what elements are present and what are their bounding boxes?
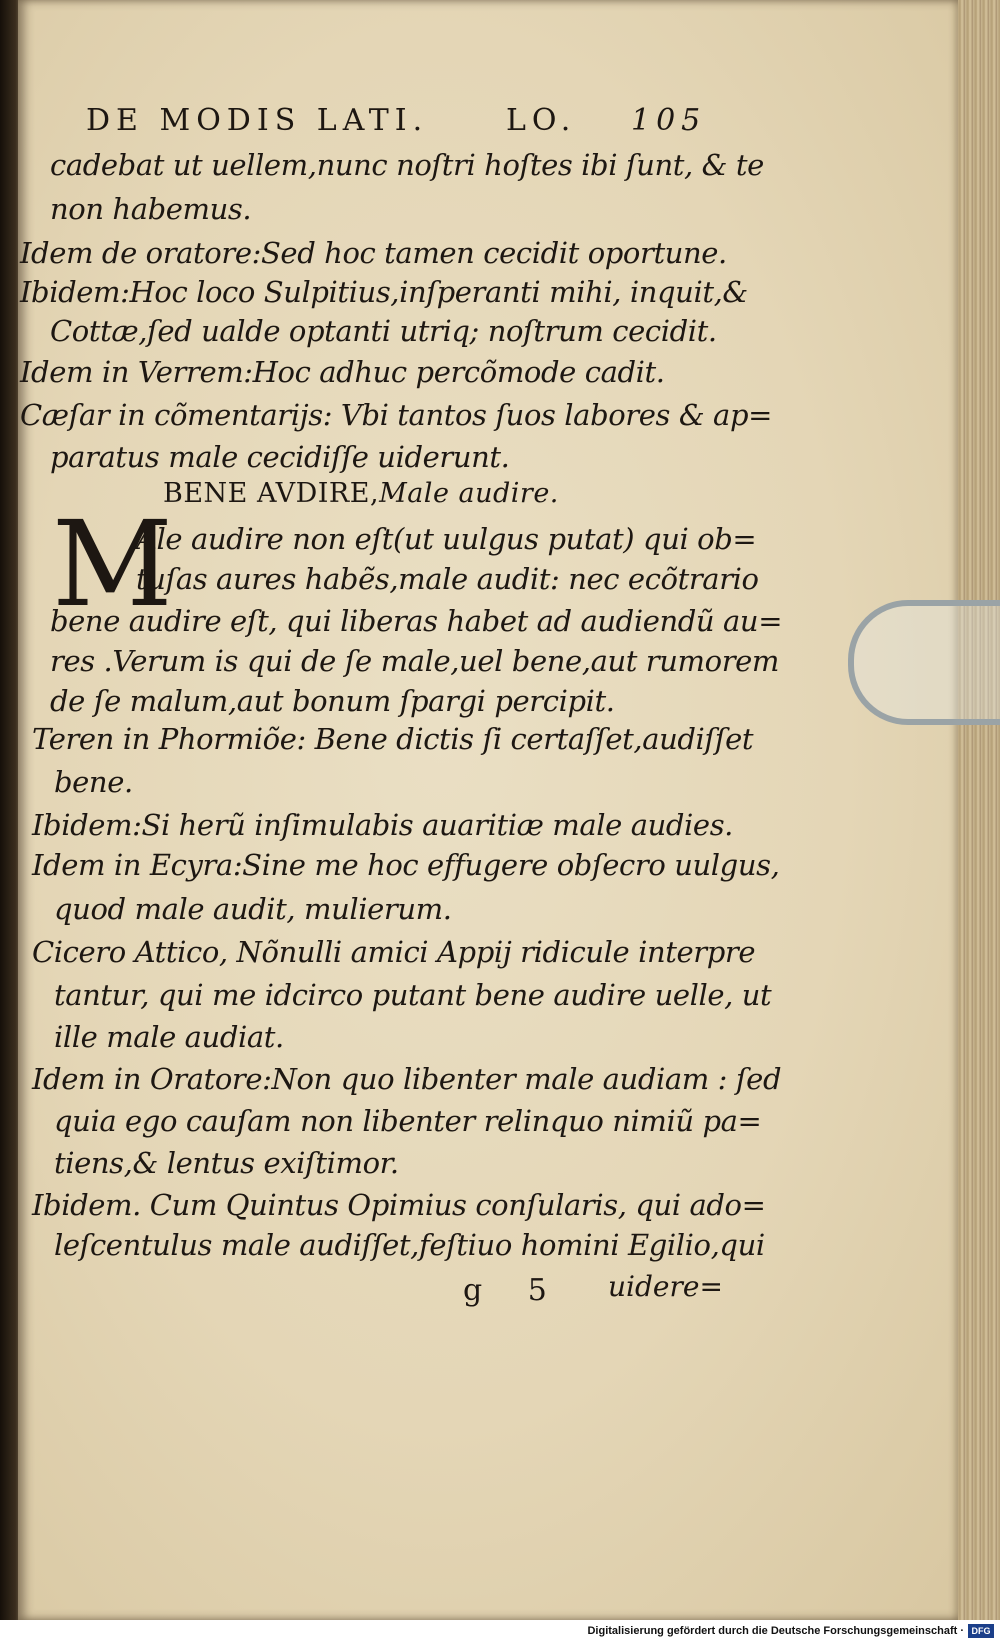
text-line: cadebat ut uellem,nunc noſtri hoſtes ibi ſunt, & te xyxy=(50,148,764,182)
text-line: Cicero Attico, Nõnulli amici Appij ridicule interpre xyxy=(32,935,756,969)
text-line: tuſas aures habẽs,male audit: nec ecõtrario xyxy=(136,562,759,596)
page-clip xyxy=(848,600,1000,725)
text-line: Idem in Verrem:Hoc adhuc percõmode cadit. xyxy=(20,355,665,389)
text-line: Ibidem. Cum Quintus Opimius conſularis, qui ado= xyxy=(32,1188,766,1222)
text-line: Ale audire non eſt(ut uulgus putat) qui ob= xyxy=(136,522,757,556)
text-line: Idem de oratore:Sed hoc tamen cecidit oportune. xyxy=(20,236,727,270)
text-line: quia ego cauſam non libenter relinquo nimiũ pa= xyxy=(54,1104,762,1138)
section-heading-main: BENE AVDIRE, xyxy=(163,478,380,509)
text-line: Teren in Phormiõe: Bene dictis ſi certaſſet,audiſſet xyxy=(32,722,754,756)
text-line: leſcentulus male audiſſet,feſtiuo homini Egilio,qui xyxy=(54,1228,765,1262)
footer-bar xyxy=(0,1620,1000,1643)
text-line: non habemus. xyxy=(50,192,252,226)
signature-mark: g 5 xyxy=(463,1273,565,1308)
running-head xyxy=(86,103,707,143)
text-line: Ibidem:Si herũ inſimulabis auaritiæ male audies. xyxy=(32,808,733,842)
section-heading xyxy=(163,478,559,509)
section-heading-sub: Male audire. xyxy=(379,478,559,509)
text-line: Ibidem:Hoc loco Sulpitius,inſperanti mihi, inquit,& xyxy=(20,275,748,309)
book-page-edges xyxy=(955,0,1000,1620)
text-line: de ſe malum,aut bonum ſpargi percipit. xyxy=(50,684,615,718)
running-head-title: DE MODIS LATI. xyxy=(86,103,429,138)
footer-credit: Digitalisierung gefördert durch die Deutsche Forschungsgemeinschaft · xyxy=(587,1625,964,1637)
text-line: quod male audit, mulierum. xyxy=(54,892,452,926)
drop-cap: M xyxy=(52,495,173,633)
text-line: bene. xyxy=(54,765,133,799)
text-line: Idem in Ecyra:Sine me hoc effugere obſecro uulgus, xyxy=(32,848,780,882)
text-line: tantur, qui me idcirco putant bene audire uelle, ut xyxy=(54,978,772,1012)
book-page xyxy=(18,0,958,1620)
text-line: bene audire eſt, qui liberas habet ad audiendũ au= xyxy=(50,604,783,638)
running-head-section: LO. xyxy=(506,103,577,138)
page-number: 105 xyxy=(631,103,707,138)
text-line: Idem in Oratore:Non quo libenter male audiam : ſed xyxy=(32,1062,782,1096)
text-line: Cottæ,ſed ualde optanti utriq; noſtrum cecidit. xyxy=(50,314,717,348)
text-line: paratus male cecidiſſe uiderunt. xyxy=(50,440,510,474)
dfg-logo-icon: DFG xyxy=(968,1624,994,1638)
text-line: ille male audiat. xyxy=(54,1020,284,1054)
catchword: uidere= xyxy=(608,1270,723,1303)
text-line: res .Verum is qui de ſe male,uel bene,aut rumorem xyxy=(50,644,780,678)
text-line: Cæſar in cõmentarijs: Vbi tantos ſuos labores & ap= xyxy=(20,398,773,432)
text-line: tiens,& lentus exiſtimor. xyxy=(54,1146,399,1180)
